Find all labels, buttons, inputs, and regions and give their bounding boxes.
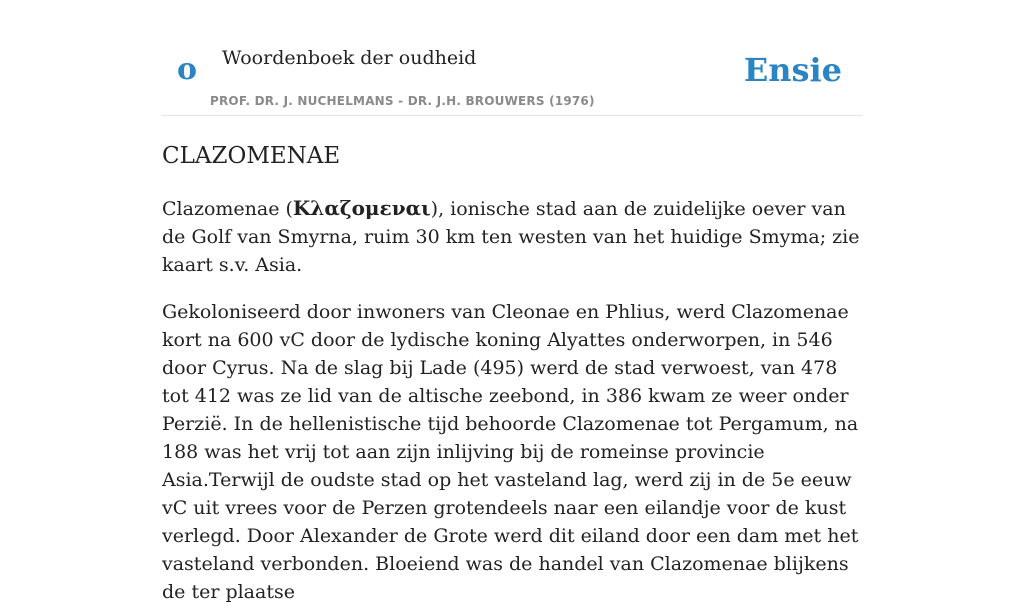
index-letter-link[interactable]: o: [177, 52, 198, 87]
entry-title: CLAZOMENAE: [162, 143, 341, 169]
page: [162, 0, 862, 606]
intro-paragraph: [162, 194, 862, 279]
body-paragraph: Gekoloniseerd door inwoners van Cleonae en Phlius, werd Clazomenae kort na 600 vC door de lydische koning Alyattes onderworpen, in 546 door Cyrus. Na de slag bij Lade (495) werd de stad verwoest, van 478 tot 412 was ze lid van de altische zeebond, in 386 kwam ze weer onder Perzië. In de hellenistische tijd behoorde Clazomenae tot Pergamum, na 188 was het vrij tot aan zijn inlijving bij de romeinse provincie Asia.Terwijl de oudste stad op het vasteland lag, werd zij in de 5e eeuw vC uit vrees voor de Perzen grotendeels naar een eilandje voor de kust verlegd. Door Alexander de Grote werd dit eiland door een dam met het vasteland verbonden. Bloeiend was de handel van Clazomenae blijkens de ter plaatse: [162, 301, 859, 603]
book-title-link[interactable]: Woordenboek der oudheid: [222, 47, 477, 69]
header: [162, 0, 862, 116]
greek-name: Κλαζομεναι: [292, 196, 431, 220]
authors-label: PROF. DR. J. NUCHELMANS - DR. J.H. BROUWERS (1976): [210, 94, 595, 108]
ensie-logo-link[interactable]: Ensie: [743, 51, 842, 89]
intro-suffix: ), ionische stad aan de zuidelijke oever van de Golf van Smyrna, ruim 30 km ten westen van het huidige Smyma; zie kaart s.v. Asia.: [162, 198, 860, 276]
intro-prefix: Clazomenae (: [162, 198, 293, 220]
